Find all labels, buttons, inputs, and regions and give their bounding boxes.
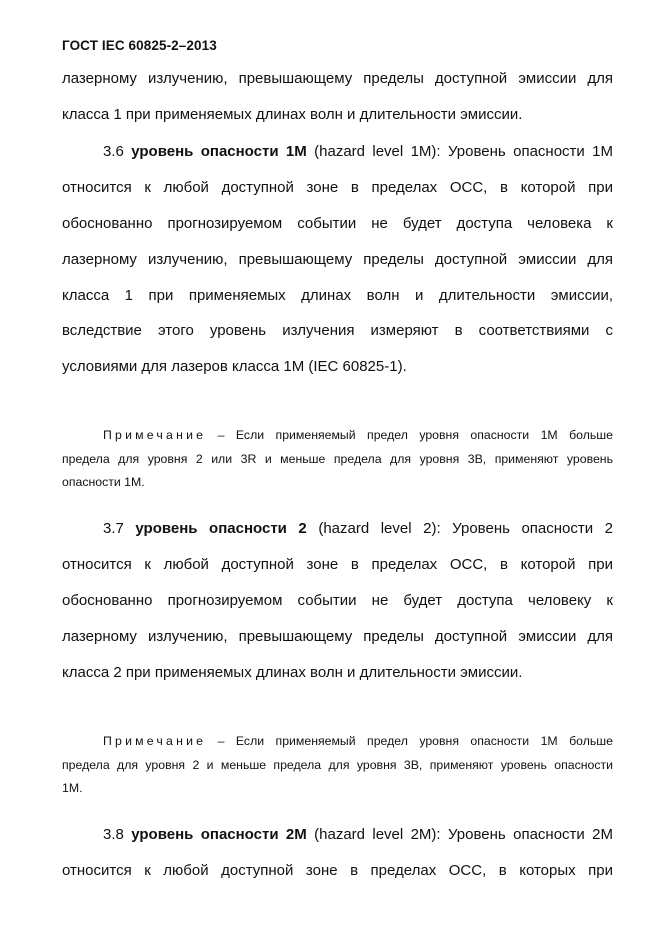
paragraph-continuation <box>62 61 613 133</box>
text-line: условиями для лазеров класса 1М (IEC 60825-1). <box>62 358 407 376</box>
text-line: опасности 1М. <box>62 475 145 489</box>
section-number: 3.6 <box>103 143 124 160</box>
note-first-line <box>62 424 613 448</box>
section-number: 3.8 <box>103 826 124 843</box>
section-term: уровень опасности 2М <box>131 826 307 843</box>
section-heading-line <box>62 134 613 170</box>
note-1 <box>62 424 613 495</box>
text-line: относится к любой доступной зоне в пределах ОСС, в которых при <box>62 861 613 879</box>
section-term-rest: (hazard level 1M): Уровень опасности 1М <box>314 143 613 160</box>
note-first-line <box>62 730 613 754</box>
text-line: класса 1 при применяемых длинах волн и длительности эмиссии. <box>62 105 523 123</box>
text-line: класса 2 при применяемых длинах волн и длительности эмиссии. <box>62 663 523 681</box>
text-line: лазерному излучению, превышающему пределы доступной эмиссии для <box>62 250 613 268</box>
section-term-rest: (hazard level 2): Уровень опасности 2 <box>318 520 614 537</box>
section-term: уровень опасности 2 <box>135 520 307 537</box>
document-header: ГОСТ IEC 60825-2–2013 <box>62 38 217 53</box>
text-line: лазерному излучению, превышающему пределы доступной эмиссии для <box>62 627 613 645</box>
text-line: класса 1 при применяемых длинах волн и длительности эмиссии, <box>62 286 613 304</box>
text-line: относится к любой доступной зоне в пределах ОСС, в которой при <box>62 178 613 196</box>
text-line: обоснованно прогнозируемом событии не будет доступа человека к <box>62 214 613 232</box>
section-heading-line <box>62 511 613 547</box>
text-line: относится к любой доступной зоне в пределах ОСС, в которой при <box>62 555 613 573</box>
section-heading-line <box>62 817 613 853</box>
note-2 <box>62 730 613 801</box>
note-label: Примечание <box>103 428 207 442</box>
section-3-7 <box>62 511 613 690</box>
section-number: 3.7 <box>103 520 124 537</box>
section-3-8 <box>62 817 613 889</box>
note-label: Примечание <box>103 734 207 748</box>
section-term: уровень опасности 1М <box>131 143 307 160</box>
text-line: 1М. <box>62 781 83 795</box>
note-text: – Если применяемый предел уровня опасности 1М больше <box>206 734 613 748</box>
text-line: обоснованно прогнозируемом событии не будет доступа человеку к <box>62 591 613 609</box>
text-line: предела для уровня 2 или 3R и меньше предела для уровня 3В, применяют уровень <box>62 451 613 466</box>
section-3-6 <box>62 134 613 385</box>
section-term-rest: (hazard level 2M): Уровень опасности 2М <box>314 826 613 843</box>
text-line: вследствие этого уровень излучения измеряют в соответствиями с <box>62 322 613 340</box>
text-line: предела для уровня 2 и меньше предела для уровня 3В, применяют уровень опасности <box>62 757 613 772</box>
text-line: лазерному излучению, превышающему пределы доступной эмиссии для <box>62 70 613 87</box>
note-text: – Если применяемый предел уровня опасности 1М больше <box>206 428 613 442</box>
